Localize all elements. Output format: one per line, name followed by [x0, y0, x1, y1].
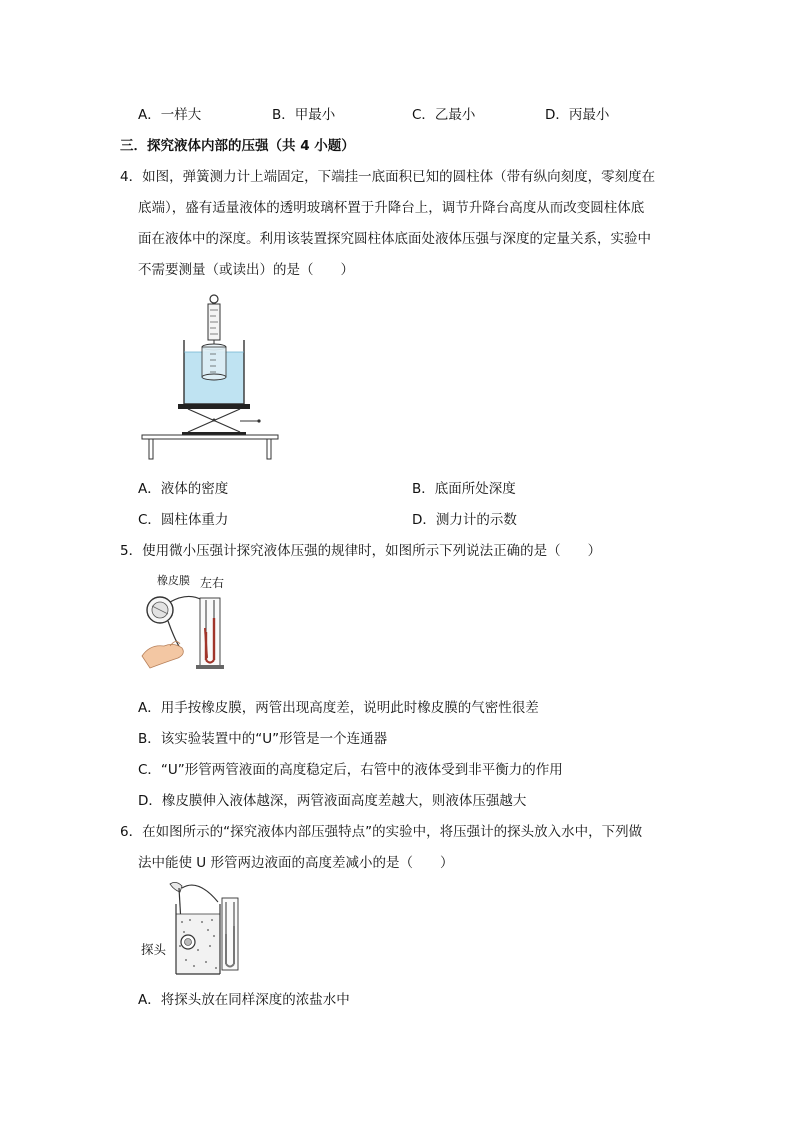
q4-option-b: B．底面所处深度 — [412, 481, 516, 497]
q5-option-a: A．用手按橡皮膜，两管出现高度差，说明此时橡皮膜的气密性很差 — [138, 700, 539, 716]
q4-figure — [140, 290, 280, 462]
q6-option-a: A．将探头放在同样深度的浓盐水中 — [138, 992, 350, 1008]
q5-stem: 5．使用微小压强计探究液体压强的规律时，如图所示下列说法正确的是（ ） — [120, 543, 602, 559]
q3-option-a: A．一样大 — [138, 107, 202, 123]
q5-label-membrane: 橡皮膜 — [157, 574, 190, 587]
q6-label-probe: 探头 — [141, 942, 167, 957]
q6-stem-line-1: 6．在如图所示的“探究液体内部压强特点”的实验中，将压强计的探头放入水中，下列做 — [120, 824, 643, 840]
q3-option-c: C．乙最小 — [412, 107, 476, 123]
q4-stem-line-2: 底端），盛有适量液体的透明玻璃杯置于升降台上，调节升降台高度从而改变圆柱体底 — [138, 200, 645, 216]
q4-option-a: A．液体的密度 — [138, 481, 229, 497]
section-heading: 三．探究液体内部的压强（共 4 小题） — [120, 138, 355, 154]
q5-option-c: C．“U”形管两管液面的高度稳定后，右管中的液体受到非平衡力的作用 — [138, 762, 563, 778]
q4-stem-line-1: 4．如图，弹簧测力计上端固定，下端挂一底面积已知的圆柱体（带有纵向刻度，零刻度在 — [120, 169, 656, 185]
q3-option-b: B．甲最小 — [272, 107, 336, 123]
q6-figure — [162, 880, 242, 976]
q4-stem-line-4: 不需要测量（或读出）的是（ ） — [138, 262, 354, 278]
q3-option-d: D．丙最小 — [545, 107, 610, 123]
q4-option-d: D．测力计的示数 — [412, 512, 517, 528]
q4-stem-line-3: 面在液体中的深度。利用该装置探究圆柱体底面处液体压强与深度的定量关系，实验中 — [138, 231, 651, 247]
q5-option-b: B．该实验装置中的“U”形管是一个连通器 — [138, 731, 388, 747]
q5-option-d: D．橡皮膜伸入液体越深，两管液面高度差越大，则液体压强越大 — [138, 793, 527, 809]
q5-figure — [140, 588, 230, 670]
q5-label-left-right: 左右 — [200, 576, 225, 590]
q4-option-c: C．圆柱体重力 — [138, 512, 229, 528]
q6-stem-line-2: 法中能使 U 形管两边液面的高度差减小的是（ ） — [138, 855, 454, 871]
